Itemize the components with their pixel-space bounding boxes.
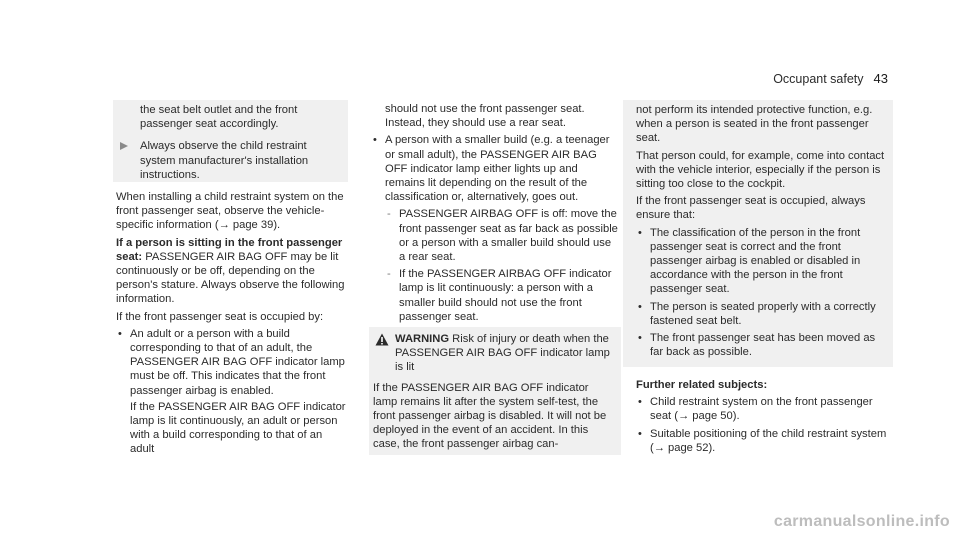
bold-lead: If a person is sitting in the front passenger seat: bbox=[116, 236, 343, 263]
warning-label: WARNING bbox=[395, 333, 450, 345]
list-item bbox=[636, 331, 886, 359]
bullet-text: • An adult or a person with a build corresponding to that of an adult, the PASSENGER AIR BAG OFF indicator lamp must be off. This indicates that the front passenger airbag is enabled. bbox=[130, 327, 345, 397]
further-title: Further related subjects: bbox=[636, 379, 768, 391]
warning-content bbox=[373, 332, 613, 455]
related-link[interactable] bbox=[636, 395, 888, 423]
ensure-paragraph: If the front passenger seat is occupied, always ensure that: bbox=[636, 195, 866, 222]
occupied-paragraph: If the front passenger seat is occupied by: bbox=[116, 310, 324, 323]
bullet-text: The front passenger seat has been moved as far back as possible. bbox=[650, 332, 876, 359]
bullet-text: The person is seated properly with a correctly fastened seat belt. bbox=[650, 300, 876, 327]
note-bullet-text: Always observe the child restraint system manufacturer's installation instructions. bbox=[140, 140, 309, 181]
further-subjects bbox=[636, 378, 888, 458]
person-seated-paragraph bbox=[116, 236, 348, 307]
list-item bbox=[371, 133, 619, 204]
dash-text: If the PASSENGER AIRBAG OFF indicator lamp is lit continuously: a person with a smaller build should not use the front passenger seat. bbox=[399, 268, 612, 323]
list-item bbox=[116, 327, 348, 457]
bullet-text: A person with a smaller build (e.g. a teenager or small adult), the PASSENGER AIR BAG OFF indicator lamp either lights up and remains lit depending on the result of the classification or, alternatively, goes out. bbox=[385, 134, 610, 204]
list-item bbox=[636, 300, 886, 328]
continuation-text: not perform its intended protective function, e.g. when a person is seated in the front passenger seat. bbox=[636, 104, 873, 145]
bullet-continuation: If the PASSENGER AIR BAG OFF indicator lamp is lit continuously, an adult or person with a build corresponding to that of an adult bbox=[130, 400, 346, 456]
intro-paragraph: When installing a child restraint system on the front passenger seat, observe the vehicle-specific information (→ page 39). bbox=[116, 191, 344, 232]
section-title: Occupant safety bbox=[773, 72, 864, 86]
watermark-logo: carmanualsonline.info bbox=[773, 512, 950, 530]
page-header bbox=[742, 72, 888, 86]
warning-triangle-icon bbox=[375, 333, 389, 346]
note-box-content bbox=[118, 103, 340, 188]
related-link[interactable] bbox=[636, 427, 888, 455]
warning-title: Risk of injury or death when the PASSENGER AIR BAG OFF indicator lamp is lit bbox=[395, 333, 610, 374]
bold-rest: PASSENGER AIR BAG OFF may be lit continuously or be off, depending on the person's stature. Always observe the following information. bbox=[116, 250, 345, 306]
continuation-text: should not use the front passenger seat. Instead, they should use a rear seat. bbox=[385, 103, 585, 130]
note-bullet bbox=[118, 139, 340, 182]
column-3-box-content bbox=[636, 103, 886, 362]
dash-text: PASSENGER AIRBAG OFF is off: move the front passenger seat as far back as possible or a person with a smaller build should use a rear seat. bbox=[399, 208, 618, 264]
list-item bbox=[636, 226, 886, 297]
dash-item bbox=[385, 207, 619, 264]
triangle-bullet-icon bbox=[120, 142, 128, 150]
note-text: the seat belt outlet and the front passenger seat accordingly. bbox=[140, 104, 298, 131]
contact-paragraph: That person could, for example, come into contact with the vehicle interior, especially if the person is sitting too close to the cockpit. bbox=[636, 149, 885, 191]
column-1 bbox=[116, 190, 348, 460]
page-number: 43 bbox=[873, 71, 888, 86]
bullet-text: The classification of the person in the front passenger seat is correct and the front passenger airbag is enabled or disabled in accordance with the person in the front passenger seat. bbox=[650, 226, 861, 296]
warning-body: If the PASSENGER AIR BAG OFF indicator lamp remains lit after the system self-test, the front passenger airbag is disabled. It will not be deployed in the event of an accident. In this case, the front passenger airbag can- bbox=[373, 381, 607, 451]
related-link-text[interactable]: Suitable positioning of the child restraint system (→ page 52). bbox=[650, 427, 887, 454]
dash-item bbox=[385, 267, 619, 324]
warning-header bbox=[373, 332, 613, 375]
related-link-text[interactable]: Child restraint system on the front passenger seat (→ page 50). bbox=[650, 396, 873, 423]
column-2 bbox=[371, 102, 619, 327]
